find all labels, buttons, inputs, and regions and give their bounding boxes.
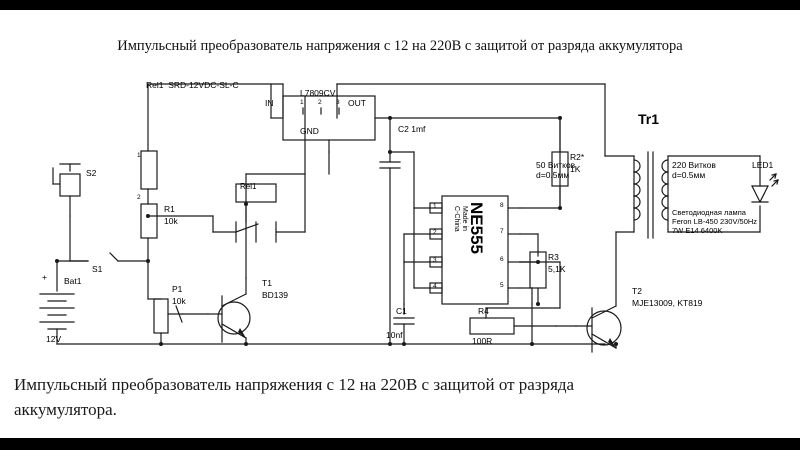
relay-contact-label: Rel1	[240, 182, 257, 191]
tr1-label: Tr1	[638, 111, 660, 127]
r3-name-label: R3	[548, 252, 559, 262]
ic-pin-1: 1	[433, 203, 437, 210]
lamp-note-label: Светодиодная лампа Feron LB-450 230V/50Hz 7W E14 6400K	[672, 208, 758, 235]
ic-pin-3: 3	[433, 257, 437, 264]
t1-name-label: T1	[262, 278, 272, 288]
regulator-gnd-label: GND	[300, 126, 319, 136]
r4-value-label: 100R	[472, 336, 493, 346]
t1-value-label: BD139	[262, 290, 288, 300]
p1-name-label: P1	[172, 284, 183, 294]
battery-plus-label: +	[42, 272, 47, 282]
s2-label: S2	[86, 168, 97, 178]
page-title: Импульсный преобразователь напряжения с 12 на 220В с защитой от разряда аккумулятора	[117, 38, 683, 54]
t2-value-label: MJE13009, KT819	[632, 298, 703, 308]
regulator-name-label: L7809CV	[300, 88, 336, 98]
ic-pin-7: 7	[500, 228, 504, 235]
ic-pin-2: 2	[433, 229, 437, 236]
c1-value-label: 10nf	[386, 330, 403, 340]
relay-pin2-label: 2	[137, 194, 141, 201]
ic-pin-5: 5	[500, 282, 504, 289]
s1-label: S1	[92, 264, 103, 274]
c1-name-label: C1	[396, 306, 407, 316]
relay-pin1-label: 1	[137, 152, 141, 159]
r1-name-label: R1	[164, 204, 175, 214]
circuit-schematic	[0, 56, 800, 356]
caption	[14, 372, 674, 422]
r1-value-label: 10k	[164, 216, 178, 226]
diagram-sheet	[0, 10, 800, 438]
ic-pin-6: 6	[500, 256, 504, 263]
p1-value-label: 10k	[172, 296, 186, 306]
tr1-secondary-label: 220 Витков d=0.5мм	[672, 160, 716, 180]
caption-line-2: аккумулятора.	[14, 400, 117, 419]
led1-label: LED1	[752, 160, 774, 170]
c2-label: C2 1mf	[398, 124, 426, 134]
regulator-pin3-label: 3	[336, 99, 340, 106]
regulator-pin2-label: 2	[318, 99, 322, 106]
ic-pin-8: 8	[500, 202, 504, 209]
relay-title-label: Rel1 SRD-12VDC-SL-C	[146, 80, 239, 90]
caption-line-1: Импульсный преобразователь напряжения с 12 на 220В с защитой от разряда	[14, 375, 575, 394]
regulator-out-label: OUT	[348, 98, 366, 108]
regulator-in-label: IN	[265, 98, 274, 108]
r4-name-label: R4	[478, 306, 489, 316]
r2-value-label: 1K	[570, 164, 581, 174]
ne555-label: NE555	[467, 202, 486, 254]
battery-name-label: Bat1	[64, 276, 82, 286]
regulator-pin1-label: 1	[300, 99, 304, 106]
ne555-subtext: Made in C-China	[453, 206, 468, 232]
t2-name-label: T2	[632, 286, 642, 296]
r2-name-label: R2*	[570, 152, 585, 162]
battery-value-label: 12V	[46, 334, 62, 344]
ic-pin-4: 4	[433, 283, 437, 290]
tr1-primary-label: 50 Витков d=0.5мм	[536, 160, 576, 180]
r3-value-label: 5,1K	[548, 264, 566, 274]
